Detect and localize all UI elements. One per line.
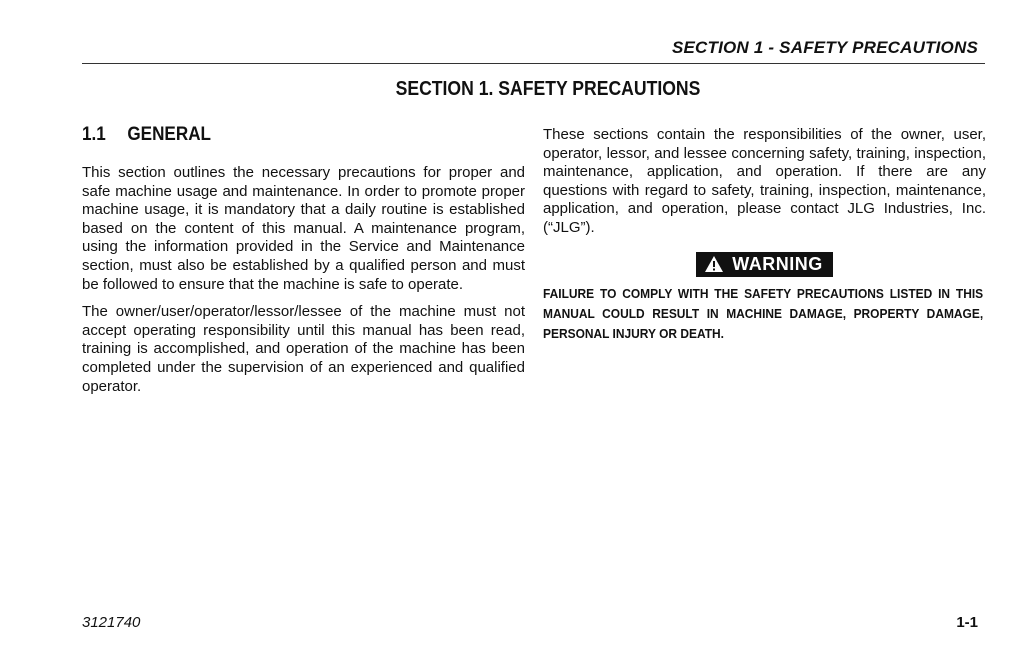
- warning-banner: [543, 252, 986, 279]
- subsection-number: 1.1: [82, 124, 106, 145]
- right-column: [543, 126, 986, 344]
- subsection-heading: [82, 124, 481, 146]
- warning-badge: [696, 252, 833, 277]
- page-title: SECTION 1. SAFETY PRECAUTIONS: [395, 78, 701, 100]
- warning-label: WARNING: [732, 253, 823, 274]
- warning-triangle-icon: [704, 255, 724, 273]
- document-number: 3121740: [82, 614, 141, 631]
- subsection-title: GENERAL: [127, 124, 211, 145]
- header-divider: [82, 63, 985, 64]
- running-header: SECTION 1 - SAFETY PRECAUTIONS: [671, 38, 978, 57]
- body-paragraph: This section outlines the necessary precautions for proper and safe machine usage and maintenance. In order to promote proper machine usage, it is mandatory that a daily routine is established based on the content of this manual. A maintenance program, using the information provided in the Service and Maintenance section, must also be established by a qualified person and must be followed to ensure that the machine is safe to operate.: [82, 164, 525, 293]
- left-column: [82, 124, 525, 405]
- warning-text: FAILURE TO COMPLY WITH THE SAFETY PRECAUTIONS LISTED IN THIS MANUAL COULD RESULT IN MACHINE DAMAGE, PROPERTY DAMAGE, PERSONAL INJURY OR DEATH.: [543, 286, 984, 342]
- page-number: 1-1: [956, 614, 978, 631]
- body-paragraph: The owner/user/operator/lessor/lessee of the machine must not accept operating responsibility until this manual has been read, training is accomplished, and operation of the machine has been completed under the supervision of an experienced and qualified operator.: [82, 303, 525, 395]
- body-paragraph: These sections contain the responsibilities of the owner, user, operator, lessor, and lessee concerning safety, training, inspection, maintenance, application, and operation. If there are any questions with regard to safety, training, inspection, maintenance, application, and operation, please contact JLG Industries, Inc. (“JLG”).: [543, 126, 986, 236]
